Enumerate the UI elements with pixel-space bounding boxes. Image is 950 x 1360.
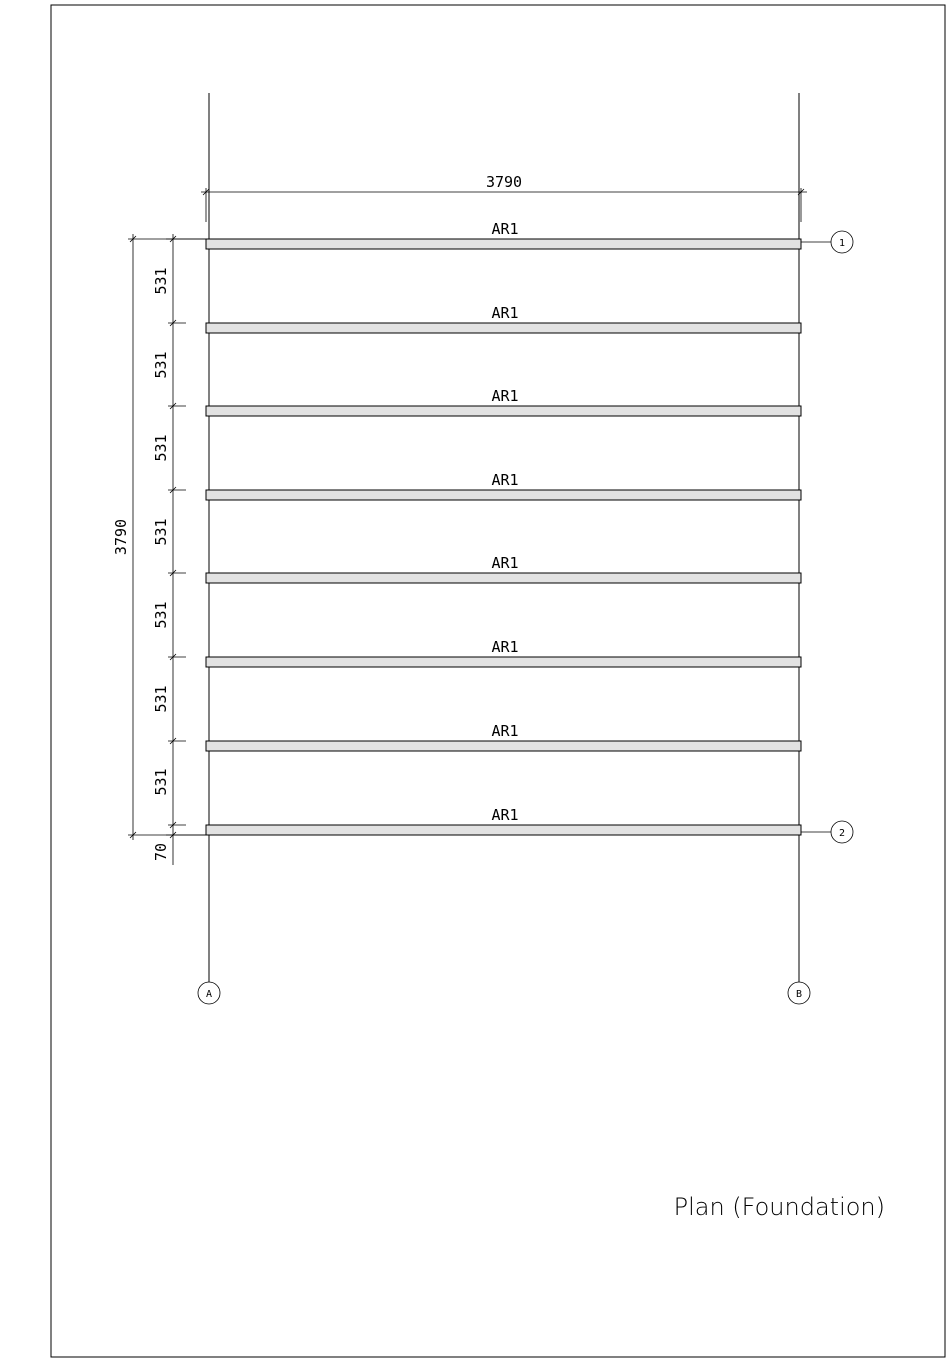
drawing-title: Plan (Foundation) xyxy=(673,1193,885,1221)
svg-text:1: 1 xyxy=(838,238,846,249)
grid-bubble-row-1 xyxy=(801,231,853,253)
beam-ar1 xyxy=(206,722,801,751)
spacing-labels xyxy=(152,267,170,861)
beam-ar1 xyxy=(206,638,801,667)
spacing-label: 531 xyxy=(152,351,170,379)
beam-label: AR1 xyxy=(491,304,519,322)
top-dimension-label: 3790 xyxy=(485,173,523,191)
beam-label: AR1 xyxy=(491,387,519,405)
spacing-label: 531 xyxy=(152,267,170,295)
grid-bubble-col-a xyxy=(198,982,220,1004)
beam-ar1 xyxy=(206,304,801,333)
svg-text:B: B xyxy=(795,989,803,1000)
grid-bubble-col-b xyxy=(788,982,810,1004)
beam-label: AR1 xyxy=(491,554,519,572)
chain-dimension-ticks xyxy=(166,236,206,838)
sheet-border xyxy=(51,5,945,1357)
beam-label: AR1 xyxy=(491,638,519,656)
left-overall-dimension-label: 3790 xyxy=(112,518,130,556)
beam-label: AR1 xyxy=(491,220,519,238)
spacing-label: 531 xyxy=(152,601,170,629)
beams xyxy=(206,220,801,835)
spacing-label: 531 xyxy=(152,685,170,713)
beam-ar1 xyxy=(206,220,801,249)
grid-bubble-row-2 xyxy=(801,821,853,843)
svg-text:A: A xyxy=(205,989,213,1000)
spacing-label: 531 xyxy=(152,768,170,796)
beam-ar1 xyxy=(206,387,801,416)
svg-text:2: 2 xyxy=(838,828,846,839)
beam-label: AR1 xyxy=(491,722,519,740)
spacing-label: 531 xyxy=(152,518,170,546)
beam-label: AR1 xyxy=(491,471,519,489)
top-dimension xyxy=(201,173,807,222)
spacing-label: 531 xyxy=(152,434,170,462)
beam-ar1 xyxy=(206,806,801,835)
beam-label: AR1 xyxy=(491,806,519,824)
bottom-offset-label: 70 xyxy=(152,842,170,862)
beam-ar1 xyxy=(206,554,801,583)
beam-ar1 xyxy=(206,471,801,500)
